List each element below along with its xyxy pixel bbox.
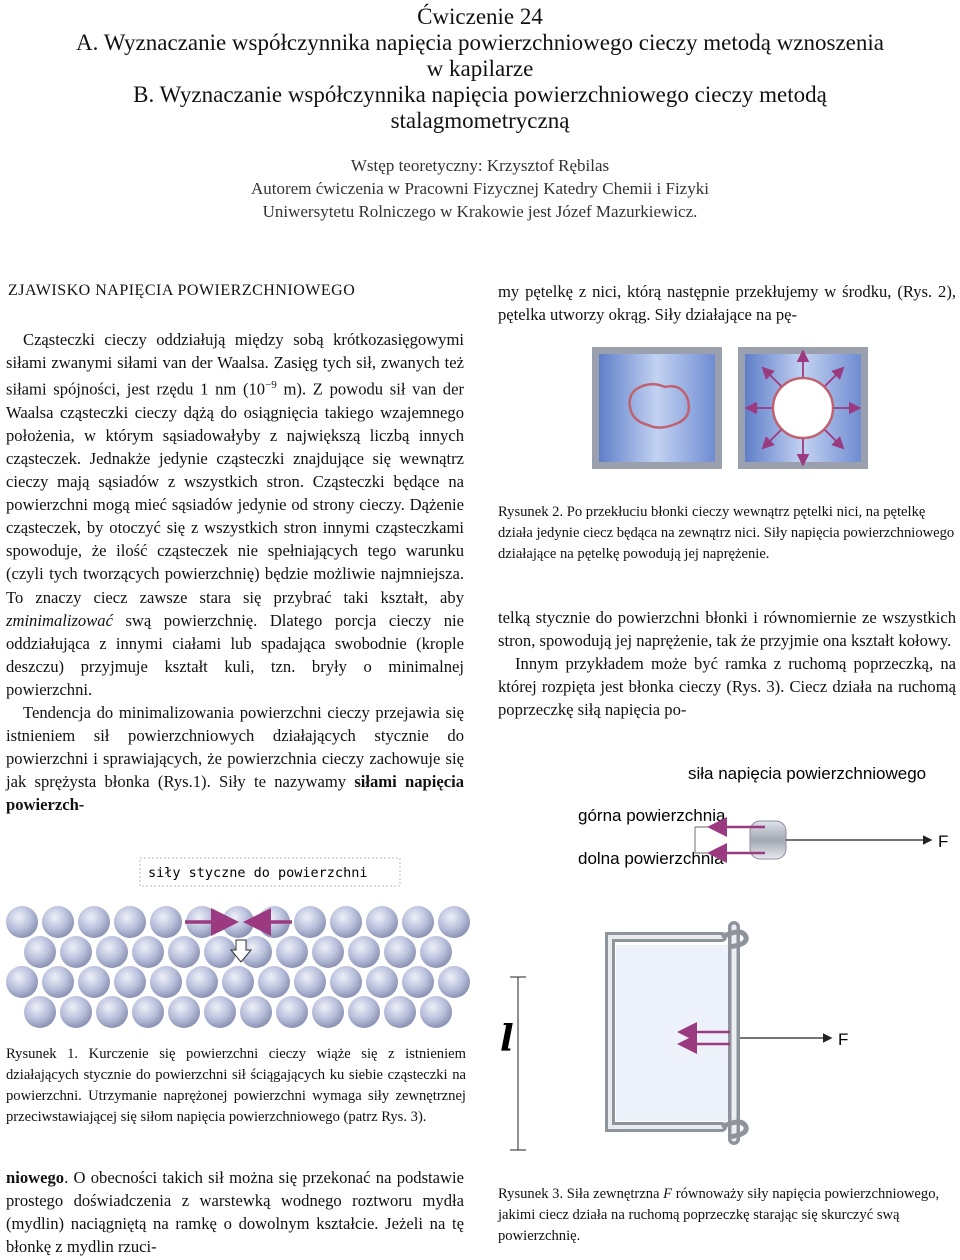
- paragraph-right-top: my pętelkę z nici, którą następnie przekłujemy w środku, (Rys. 2), pętelka utworzy okrąg. Siły działające na pę-: [498, 282, 956, 325]
- molecule: [420, 996, 452, 1028]
- length-label-l: l: [500, 1018, 514, 1060]
- molecule-grid: [6, 906, 470, 1028]
- paragraph-2: Tendencja do minimalizowania powierzchni cieczy przejawia się istnieniem sił powierzchniowych działających stycznie do powierzchni i sprawiających, że powierzchnia cieczy zachowuje się jak sprężysta błonka (Rys.1). Siły te nazywamy siłami napięcia powierzch-: [6, 703, 464, 815]
- molecule: [150, 906, 182, 938]
- section-title: ZJAWISKO NAPIĘCIA POWIERZCHNIOWEGO: [8, 282, 356, 299]
- left-column-bottom-text: [6, 1166, 464, 1258]
- molecule: [114, 906, 146, 938]
- molecule: [384, 996, 416, 1028]
- molecule: [24, 996, 56, 1028]
- molecule: [330, 966, 362, 998]
- molecule: [258, 966, 290, 998]
- force-label-F2: F: [838, 1030, 849, 1049]
- figure-3-frame-crossbar: [490, 755, 960, 1160]
- molecule: [132, 996, 164, 1028]
- figure-2-soap-film: [590, 345, 870, 475]
- author-line2: Autorem ćwiczenia w Pracowni Fizycznej Katedry Chemii i Fizyki: [251, 179, 709, 198]
- molecule: [96, 936, 128, 968]
- molecule: [294, 906, 326, 938]
- molecule: [312, 936, 344, 968]
- molecule: [348, 996, 380, 1028]
- paragraph-1: Cząsteczki cieczy oddziałują między sobą krótkozasięgowymi siłami zwanymi siłami van der Waalsa. Zasięg tych sił, zwanych też siłami spójności, jest rzędu 1 nm ($10^{-9}$ m). Z powodu sił van der Waalsa cząsteczki cieczy dążą do osiągnięcia takiego wzajemnego położenia, w którym sąsiadowałyby z największą liczbą innych cząsteczek. Jednakże jedynie cząsteczki znajdujące się wewnątrz cieczy mają sąsiadów z wszystkich stron. Cząsteczki będące na powierzchni mogą mieć sąsiadów jedynie od strony cieczy. Dążenie cząsteczek, by otoczyć się z wszystkich stron innymi cząsteczkami spowoduje, że ilość cząsteczek nie spełniających tego warunku (czyli tych tworzących powierzchnię) będzie możliwie najmniejsza. To znaczy ciecz zawsze stara się przybrać taki kształt, aby zminimalizować swą powierzchnię. Dlatego porcja cieczy nie oddziałująca z innymi ciałami lub spadająca swobodnie (krople deszczu) przyjmuje kształt kuli, tzn. bryły o minimalnej powierzchni.: [6, 330, 464, 699]
- molecule: [366, 906, 398, 938]
- title-a-line2: w kapilarze: [426, 56, 534, 81]
- molecule: [186, 966, 218, 998]
- molecule: [168, 936, 200, 968]
- right-column-top-text: [498, 280, 956, 326]
- soap-film-left: [599, 354, 715, 462]
- figure-3-caption: Rysunek 3. Siła zewnętrzna F równoważy siły napięcia powierzchniowego, jakimi ciecz działa na ruchomą poprzeczkę starając się skurczyć swą powierzchnię.: [498, 1186, 940, 1244]
- molecule: [204, 996, 236, 1028]
- paragraph-right-mid1: telką stycznie do powierzchni błonki i równomiernie ze wszystkich stron, spowodują jej naprężenie, tak że przyjmie ona kształt kołowy.: [498, 608, 956, 651]
- figure-1-caption: Rysunek 1. Kurczenie się powierzchni cieczy wiąże się z istnieniem działających stycznie do powierzchni sił ściągających ku siebie cząsteczki na powierzchni. Utrzymanie naprężonej powierzchni wymaga siły zewnętrznej przeciwstawiającej się siłom napięcia powierzchniowego (patrz Rys. 3).: [6, 1046, 466, 1125]
- molecule: [438, 966, 470, 998]
- title-b-line2: stalagmometryczną: [390, 108, 570, 133]
- bottom-surface-label: dolna powierzchnia: [578, 849, 724, 868]
- molecule: [42, 906, 74, 938]
- molecule: [276, 936, 308, 968]
- title-b-line1: B. Wyznaczanie współczynnika napięcia powierzchniowego cieczy metodą: [133, 82, 827, 107]
- molecule: [204, 936, 236, 968]
- molecule: [168, 996, 200, 1028]
- molecule: [114, 966, 146, 998]
- molecule: [6, 966, 38, 998]
- molecule: [420, 936, 452, 968]
- molecule: [294, 966, 326, 998]
- author-line1: Wstęp teoretyczny: Krzysztof Rębilas: [350, 156, 610, 175]
- molecule: [402, 966, 434, 998]
- molecule: [96, 996, 128, 1028]
- molecule: [402, 906, 434, 938]
- molecule: [42, 966, 74, 998]
- top-surface-label: górna powierzchnia: [578, 806, 726, 825]
- molecule: [60, 936, 92, 968]
- author-line3: Uniwersytetu Rolniczego w Krakowie jest Józef Mazurkiewicz.: [262, 202, 698, 221]
- molecule: [78, 906, 110, 938]
- molecule: [6, 906, 38, 938]
- molecule: [132, 936, 164, 968]
- right-column-mid-text: [498, 606, 956, 721]
- molecule: [276, 996, 308, 1028]
- molecule: [240, 996, 272, 1028]
- molecule: [366, 966, 398, 998]
- figure-1-label: siły styczne do powierzchni: [148, 865, 368, 881]
- surface-tension-force-label: siła napięcia powierzchniowego: [688, 764, 927, 783]
- molecule: [330, 906, 362, 938]
- molecule: [24, 936, 56, 968]
- molecule: [150, 966, 182, 998]
- molecule: [348, 936, 380, 968]
- left-column-text: [6, 328, 464, 817]
- figure-2-caption: Rysunek 2. Po przekłuciu błonki cieczy wewnątrz pętelki nici, na pętelkę działa jedynie ciecz będąca na zewnątrz nici. Siły napięcia powierzchniowego działające na pętelkę powodują jej naprężenie.: [498, 504, 955, 562]
- molecule: [384, 936, 416, 968]
- molecule: [222, 966, 254, 998]
- paragraph-right-mid2: Innym przykładem może być ramka z ruchomą poprzeczką, na której rozpięta jest błonka cieczy (Rys. 3). Ciecz działa na ruchomą poprzeczkę siłą napięcia po-: [498, 654, 956, 720]
- molecule: [438, 906, 470, 938]
- exercise-number: Ćwiczenie 24: [417, 4, 543, 29]
- force-label-F: F: [938, 832, 949, 851]
- molecule: [78, 966, 110, 998]
- title-a-line1: A. Wyznaczanie współczynnika napięcia powierzchniowego cieczy metodą wznoszenia: [76, 30, 884, 55]
- molecule: [60, 996, 92, 1028]
- molecule: [312, 996, 344, 1028]
- figure-1-molecules: [0, 850, 470, 1030]
- thread-loop-circle: [773, 378, 833, 438]
- header: [0, 0, 960, 223]
- paragraph-3: niowego. O obecności takich sił można się przekonać na podstawie prostego doświadczenia z warstewką wodnego roztworu mydła (mydlin) naciągniętą na ramkę o dowolnym kształcie. Jeżeli na tę błonkę z mydlin rzuci-: [6, 1168, 464, 1257]
